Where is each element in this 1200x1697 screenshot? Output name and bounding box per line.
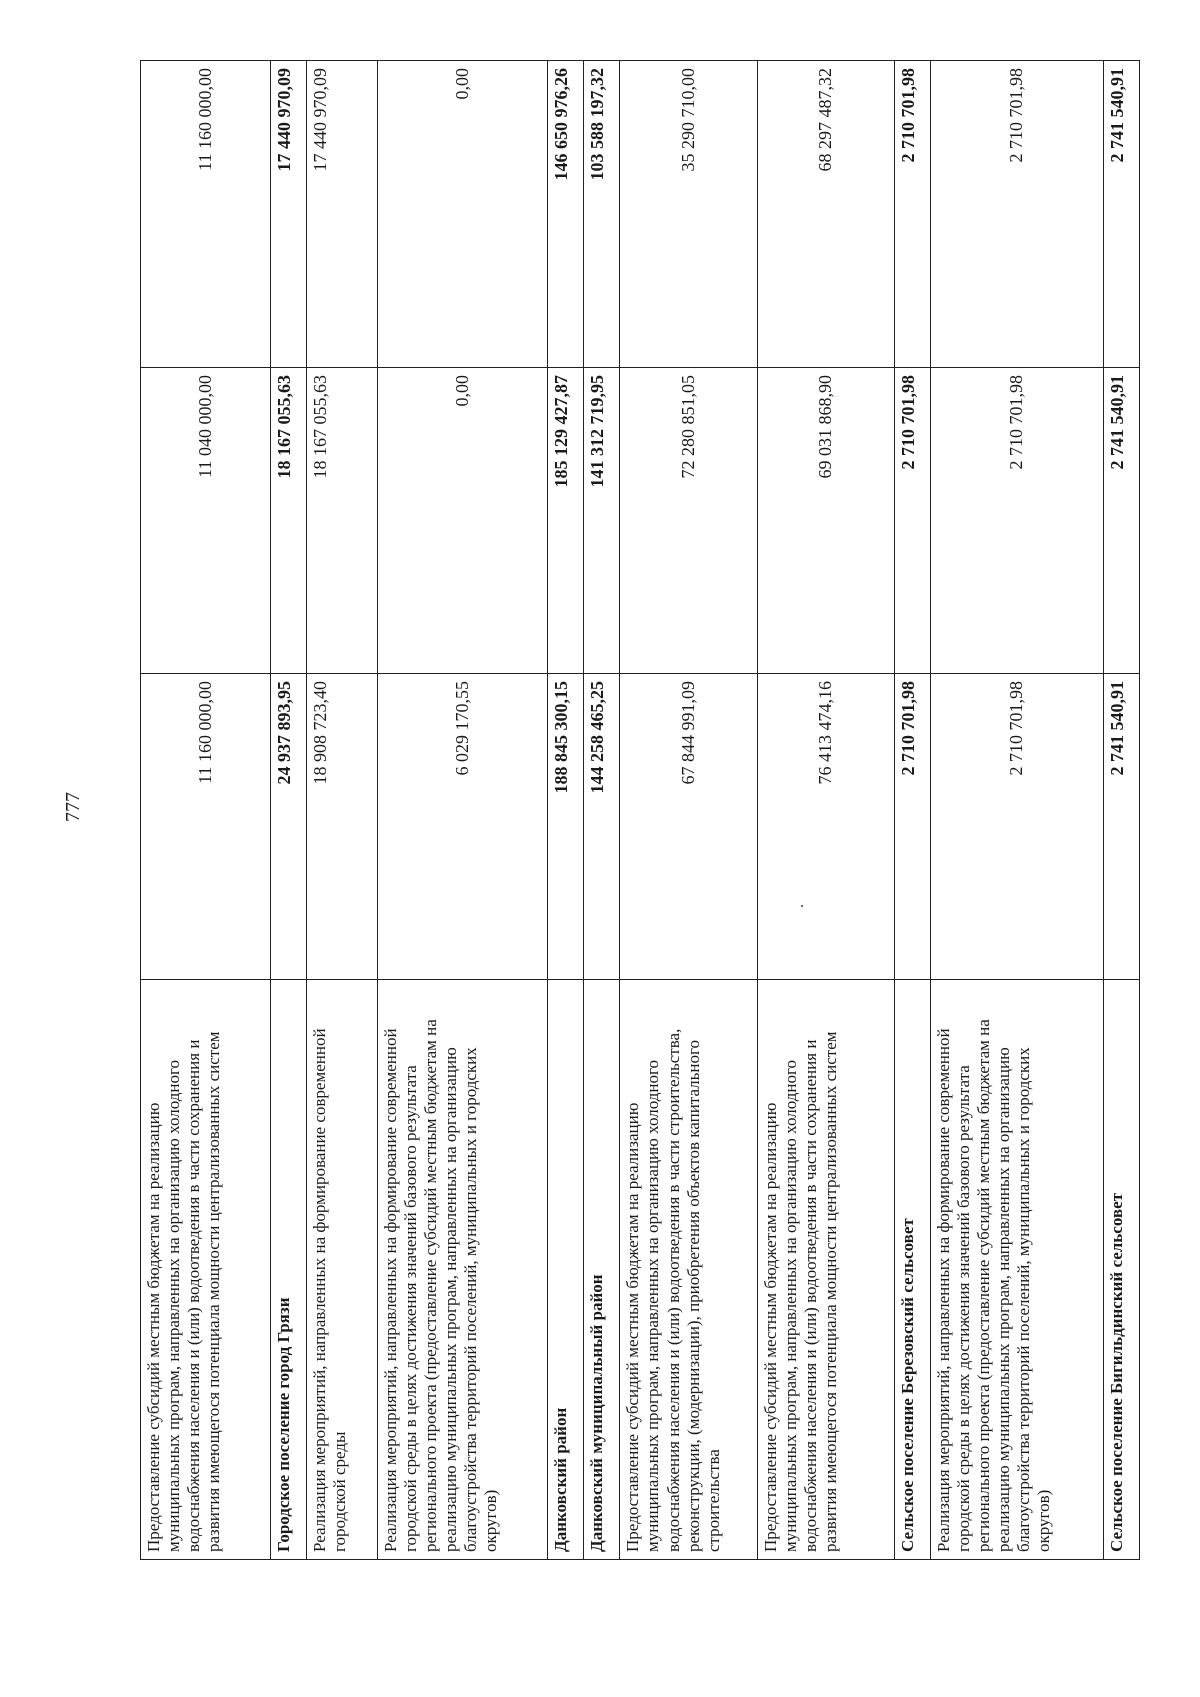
value-col-2: 18 167 055,63 <box>307 368 377 674</box>
table-row <box>1103 61 1140 1560</box>
value-col-1: 2 741 540,91 <box>1103 674 1140 980</box>
value-col-1: 67 844 991,09 <box>620 674 757 980</box>
value-col-1: 188 845 300,15 <box>547 674 583 980</box>
value-col-2: 141 312 719,95 <box>584 368 620 674</box>
value-col-2: 185 129 427,87 <box>547 368 583 674</box>
value-col-1: 6 029 170,55 <box>377 674 547 980</box>
value-col-3: 0,00 <box>377 61 547 368</box>
value-col-1: 2 710 701,98 <box>894 674 930 980</box>
row-name: Данковский муниципальный район <box>584 980 620 1560</box>
table-row <box>894 61 930 1560</box>
value-col-2: 69 031 868,90 <box>757 368 894 674</box>
row-name: Реализация мероприятий, направленных на формирование современной городской среды в целях достижения значений базового результата регионального проекта (предоставление субсидий местным бюджетам на реализацию муниципальных програм, направленных на организацию благоустройства территорий поселений, муниципальных и городских округов) <box>377 980 547 1560</box>
row-name: Предоставление субсидий местным бюджетам на реализацию муниципальных програм, направленных на организацию холодного водоснабжения населения и (или) водоотведения в части сохранения и развития имеющегося потенциала мощности централизованных систем <box>141 980 271 1560</box>
value-col-1: 24 937 893,95 <box>270 674 306 980</box>
value-col-2: 2 710 701,98 <box>931 368 1103 674</box>
row-name: Городское поселение город Грязи <box>270 980 306 1560</box>
table-row <box>584 61 620 1560</box>
value-col-3: 2 710 701,98 <box>894 61 930 368</box>
value-col-3: 2 710 701,98 <box>931 61 1103 368</box>
row-name: Реализация мероприятий, направленных на формирование современной городской среды <box>307 980 377 1560</box>
table-row <box>141 61 271 1560</box>
table-row <box>307 61 377 1560</box>
row-name: Сельское поселение Бигильдинский сельсовет <box>1103 980 1140 1560</box>
value-col-3: 17 440 970,09 <box>270 61 306 368</box>
value-col-3: 68 297 487,32 <box>757 61 894 368</box>
table-row <box>620 61 757 1560</box>
value-col-3: 35 290 710,00 <box>620 61 757 368</box>
budget-table-body <box>141 61 1140 1560</box>
value-col-3: 2 741 540,91 <box>1103 61 1140 368</box>
row-name: Сельское поселение Березовский сельсовет <box>894 980 930 1560</box>
table-row <box>547 61 583 1560</box>
table-row <box>377 61 547 1560</box>
value-col-1: 76 413 474,16 <box>757 674 894 980</box>
row-name: Предоставление субсидий местным бюджетам на реализацию муниципальных програм, направленных на организацию холодного водоснабжения населения и (или) водоотведения в части сохранения и развития имеющегося потенциала мощности централизованных систем <box>757 980 894 1560</box>
table-row <box>270 61 306 1560</box>
value-col-2: 2 741 540,91 <box>1103 368 1140 674</box>
value-col-2: 72 280 851,05 <box>620 368 757 674</box>
row-name: Предоставление субсидий местным бюджетам на реализацию муниципальных програм, направленных на организацию холодного водоснабжения населения и (или) водоотведения в части строительства, реконструкции, (модернизации), приобретения объектов капитального строительства <box>620 980 757 1560</box>
table-row <box>931 61 1103 1560</box>
value-col-1: 18 908 723,40 <box>307 674 377 980</box>
value-col-2: 18 167 055,63 <box>270 368 306 674</box>
value-col-2: 0,00 <box>377 368 547 674</box>
value-col-1: 144 258 465,25 <box>584 674 620 980</box>
value-col-3: 103 588 197,32 <box>584 61 620 368</box>
value-col-3: 17 440 970,09 <box>307 61 377 368</box>
table-row <box>757 61 894 1560</box>
value-col-3: 11 160 000,00 <box>141 61 271 368</box>
value-col-1: 11 160 000,00 <box>141 674 271 980</box>
row-name: Данковский район <box>547 980 583 1560</box>
budget-table <box>140 60 1140 1560</box>
value-col-1: 2 710 701,98 <box>931 674 1103 980</box>
table-frame <box>140 60 1140 1560</box>
page-number: 777 <box>62 792 84 822</box>
value-col-2: 2 710 701,98 <box>894 368 930 674</box>
value-col-2: 11 040 000,00 <box>141 368 271 674</box>
table-rotator <box>140 60 1140 1560</box>
row-name: Реализация мероприятий, направленных на формирование современной городской среды в целях достижения значений базового результата регионального проекта (предоставление субсидий местным бюджетам на реализацию муниципальных програм, направленных на организацию благоустройства территорий поселений, муниципальных и городских округов) <box>931 980 1103 1560</box>
value-col-3: 146 650 976,26 <box>547 61 583 368</box>
